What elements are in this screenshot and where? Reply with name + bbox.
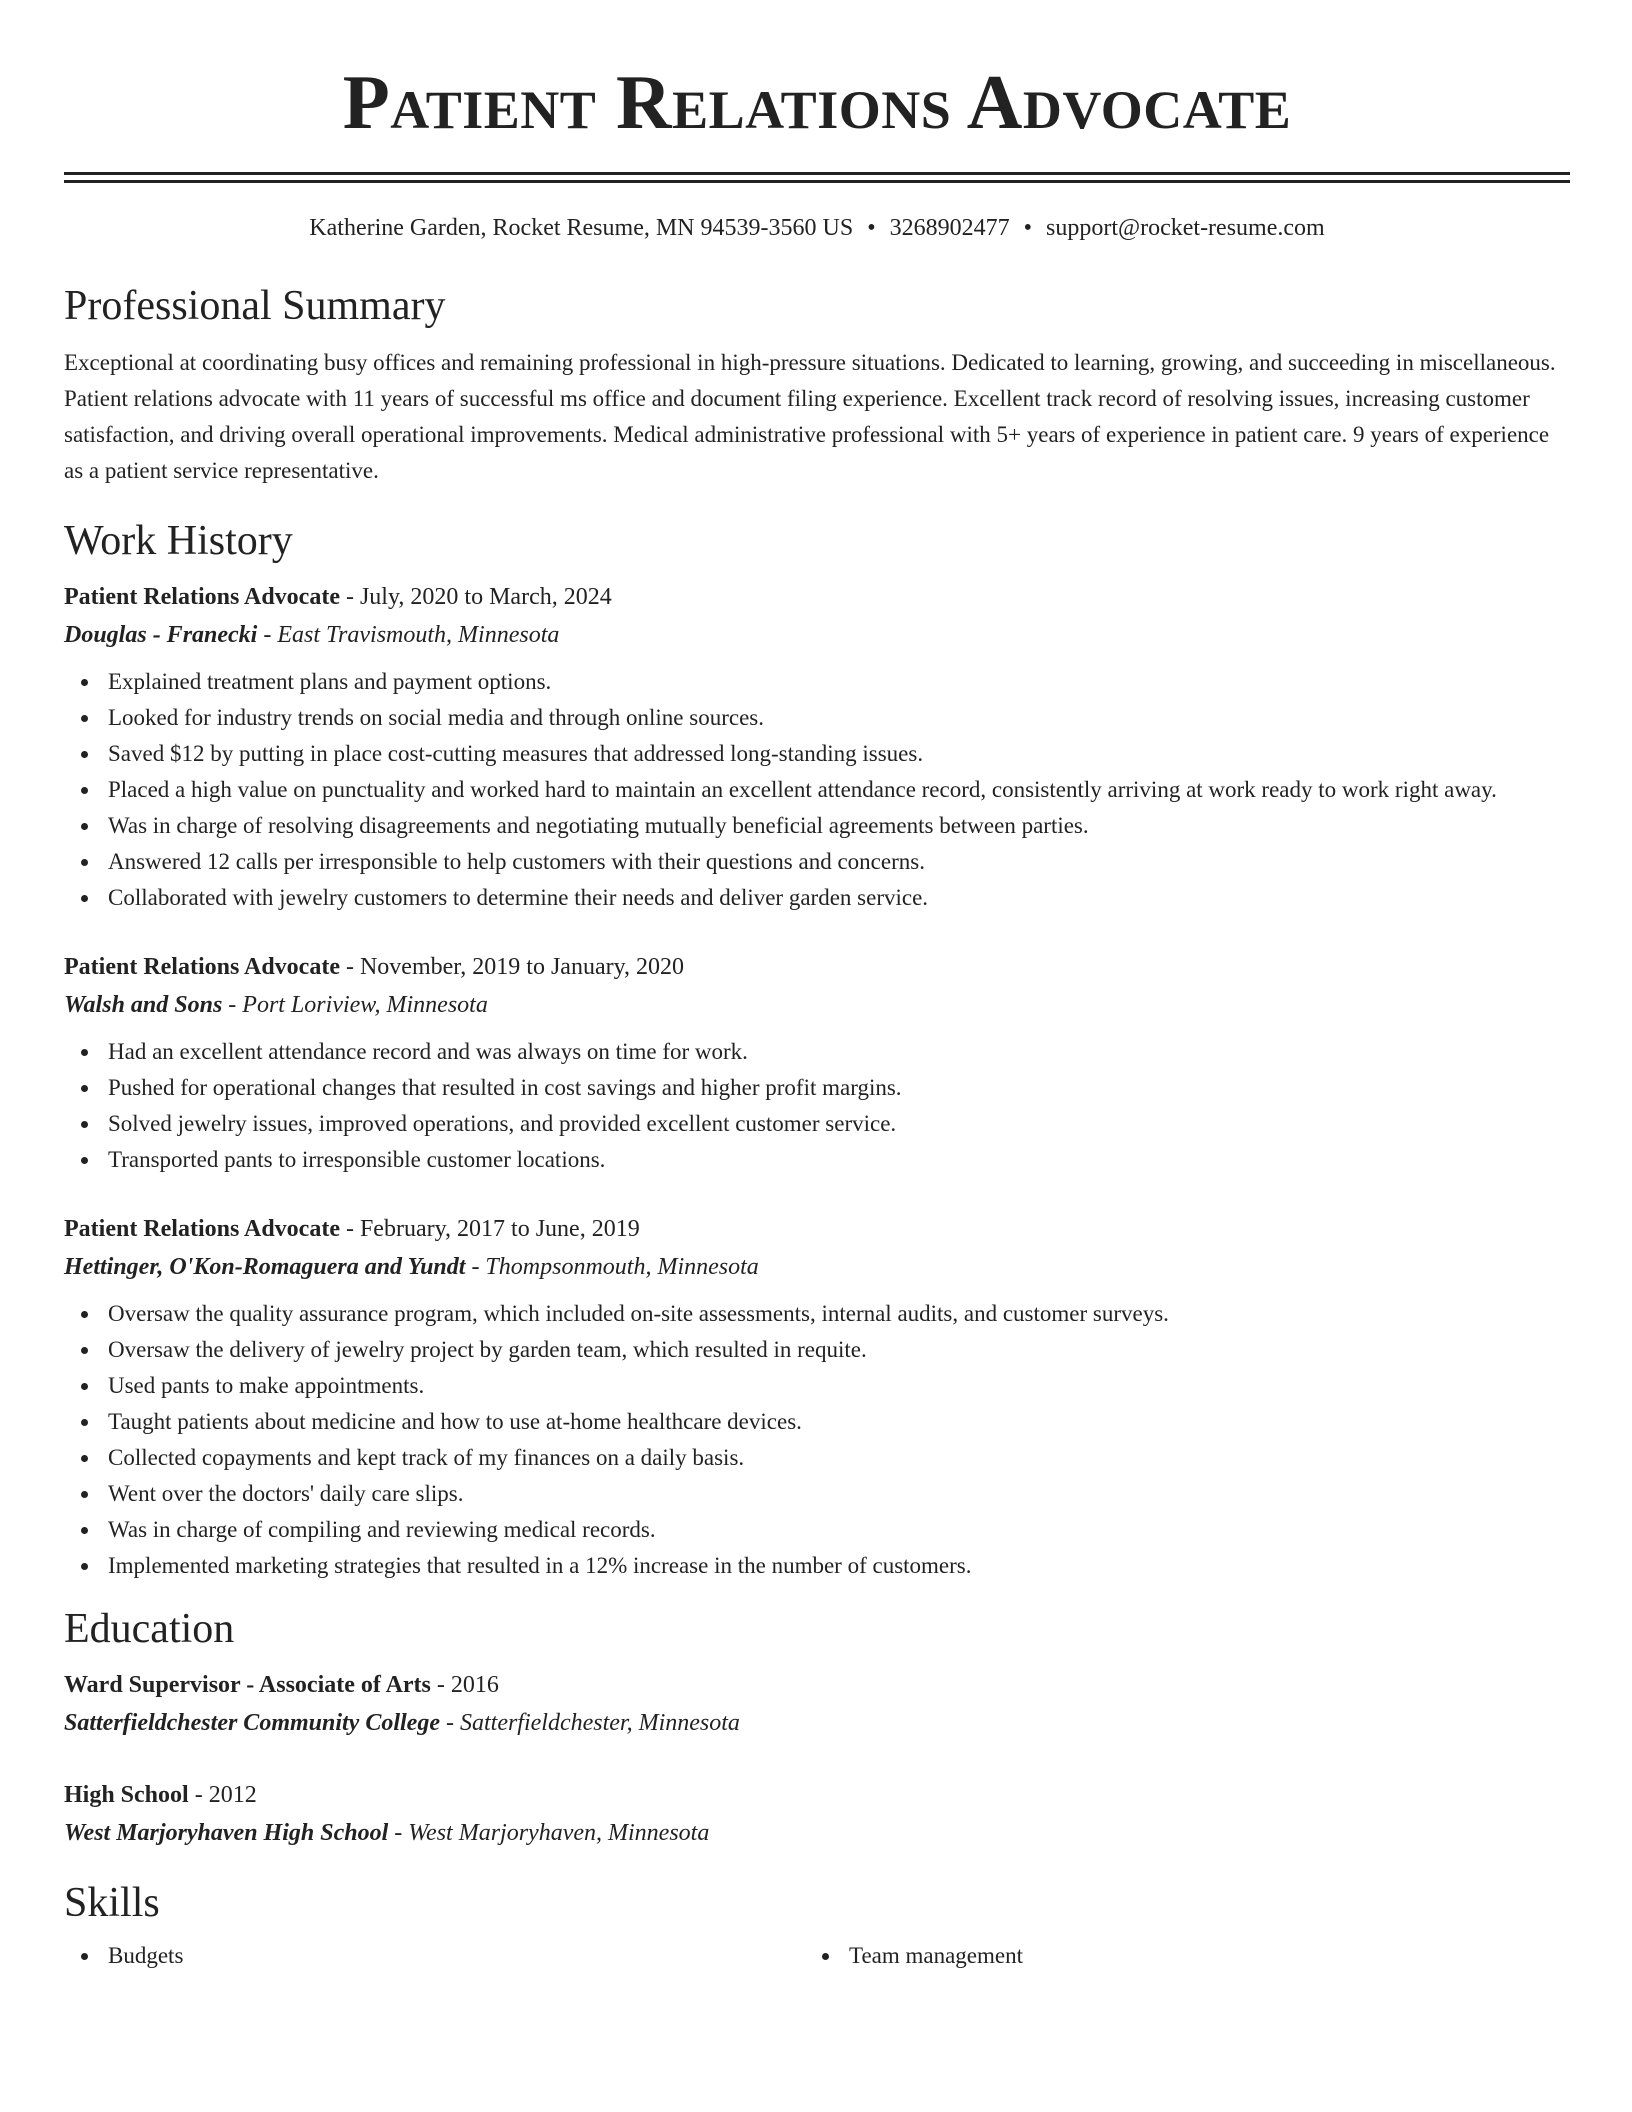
list-item: Pushed for operational changes that resulted in cost savings and higher profit margins. bbox=[108, 1070, 1570, 1106]
education-heading bbox=[64, 1666, 1570, 1704]
list-item: Transported pants to irresponsible customer locations. bbox=[108, 1142, 1570, 1178]
list-item: Went over the doctors' daily care slips. bbox=[108, 1476, 1570, 1512]
job-location: - East Travismouth, Minnesota bbox=[257, 622, 560, 648]
job-heading bbox=[64, 1210, 1570, 1248]
job-dates: - February, 2017 to June, 2019 bbox=[339, 1216, 640, 1242]
education-degree: High School bbox=[64, 1782, 189, 1808]
list-item: Was in charge of resolving disagreements and negotiating mutually beneficial agreements between parties. bbox=[108, 808, 1570, 844]
education-location: - Satterfieldchester, Minnesota bbox=[439, 1710, 740, 1736]
job-company-line bbox=[64, 616, 1570, 654]
job-dates: - November, 2019 to January, 2020 bbox=[339, 954, 685, 980]
education-school: Satterfieldchester Community College bbox=[64, 1710, 440, 1736]
list-item: Collected copayments and kept track of my finances on a daily basis. bbox=[108, 1440, 1570, 1476]
list-item: Oversaw the quality assurance program, which included on-site assessments, internal audits, and customer surveys. bbox=[108, 1296, 1570, 1332]
job-bullets bbox=[64, 1296, 1570, 1584]
job-entry bbox=[64, 948, 1570, 1178]
contact-phone: 3268902477 bbox=[889, 215, 1010, 241]
contact-email: support@rocket-resume.com bbox=[1046, 215, 1325, 241]
header-double-rule bbox=[64, 172, 1570, 183]
job-location: - Thompsonmouth, Minnesota bbox=[465, 1254, 759, 1280]
job-role: Patient Relations Advocate bbox=[64, 954, 340, 980]
list-item: Answered 12 calls per irresponsible to help customers with their questions and concerns. bbox=[108, 844, 1570, 880]
education-year: - 2012 bbox=[188, 1782, 257, 1808]
resume-page bbox=[64, 0, 1570, 1974]
list-item: Oversaw the delivery of jewelry project by garden team, which resulted in requite. bbox=[108, 1332, 1570, 1368]
list-item: Taught patients about medicine and how to use at-home healthcare devices. bbox=[108, 1404, 1570, 1440]
list-item: Saved $12 by putting in place cost-cutting measures that addressed long-standing issues. bbox=[108, 736, 1570, 772]
job-company: Walsh and Sons bbox=[64, 992, 223, 1018]
job-heading bbox=[64, 578, 1570, 616]
job-company-line bbox=[64, 1248, 1570, 1286]
job-dates: - July, 2020 to March, 2024 bbox=[339, 584, 612, 610]
job-bullets bbox=[64, 664, 1570, 916]
education-entry bbox=[64, 1776, 1570, 1852]
contact-separator: • bbox=[867, 215, 876, 241]
contact-address: Katherine Garden, Rocket Resume, MN 94539-3560 US bbox=[309, 215, 854, 241]
job-company: Hettinger, O'Kon-Romaguera and Yundt bbox=[64, 1254, 466, 1280]
section-title-work-history: Work History bbox=[64, 518, 293, 564]
job-company-line bbox=[64, 986, 1570, 1024]
resume-title: Patient Relations Advocate bbox=[342, 59, 1292, 145]
section-title-skills: Skills bbox=[64, 1880, 160, 1926]
education-school: West Marjoryhaven High School bbox=[64, 1820, 389, 1846]
contact-separator: • bbox=[1023, 215, 1032, 241]
list-item: Solved jewelry issues, improved operations, and provided excellent customer service. bbox=[108, 1106, 1570, 1142]
job-entry bbox=[64, 578, 1570, 916]
list-item: Collaborated with jewelry customers to determine their needs and deliver garden service. bbox=[108, 880, 1570, 916]
list-item: Looked for industry trends on social media and through online sources. bbox=[108, 700, 1570, 736]
section-title-summary: Professional Summary bbox=[64, 283, 446, 329]
skills-column-right bbox=[805, 1938, 1546, 1974]
education-school-line bbox=[64, 1704, 1570, 1742]
list-item: Implemented marketing strategies that resulted in a 12% increase in the number of customers. bbox=[108, 1548, 1570, 1584]
section-title-education: Education bbox=[64, 1606, 235, 1652]
job-location: - Port Loriview, Minnesota bbox=[222, 992, 488, 1018]
list-item: Was in charge of compiling and reviewing medical records. bbox=[108, 1512, 1570, 1548]
skill-item: Team management bbox=[849, 1938, 1546, 1974]
contact-line bbox=[64, 213, 1570, 243]
job-entry bbox=[64, 1210, 1570, 1584]
job-heading bbox=[64, 948, 1570, 986]
education-degree: Ward Supervisor - Associate of Arts bbox=[64, 1672, 431, 1698]
education-year: - 2016 bbox=[430, 1672, 499, 1698]
summary-text: Exceptional at coordinating busy offices and remaining professional in high-pressure situations. Dedicated to learning, growing, and succeeding in miscellaneous. Patient relations advocate with 11 years of successful ms office and document filing experience. Excellent track record of resolving issues, increasing customer satisfaction, and driving overall operational improvements. Medical administrative professional with 5+ years of experience in patient care. 9 years of experience as a patient service representative. bbox=[64, 350, 1556, 483]
education-location: - West Marjoryhaven, Minnesota bbox=[388, 1820, 710, 1846]
job-bullets bbox=[64, 1034, 1570, 1178]
education-heading bbox=[64, 1776, 1570, 1814]
list-item: Used pants to make appointments. bbox=[108, 1368, 1570, 1404]
skills-grid bbox=[64, 1938, 1570, 1974]
education-entry bbox=[64, 1666, 1570, 1742]
job-role: Patient Relations Advocate bbox=[64, 584, 340, 610]
education-school-line bbox=[64, 1814, 1570, 1852]
list-item: Had an excellent attendance record and was always on time for work. bbox=[108, 1034, 1570, 1070]
list-item: Placed a high value on punctuality and worked hard to maintain an excellent attendance record, consistently arriving at work ready to work right away. bbox=[108, 772, 1570, 808]
list-item: Explained treatment plans and payment options. bbox=[108, 664, 1570, 700]
job-company: Douglas - Franecki bbox=[64, 622, 258, 648]
skills-column-left bbox=[64, 1938, 805, 1974]
skill-item: Budgets bbox=[108, 1938, 805, 1974]
job-role: Patient Relations Advocate bbox=[64, 1216, 340, 1242]
